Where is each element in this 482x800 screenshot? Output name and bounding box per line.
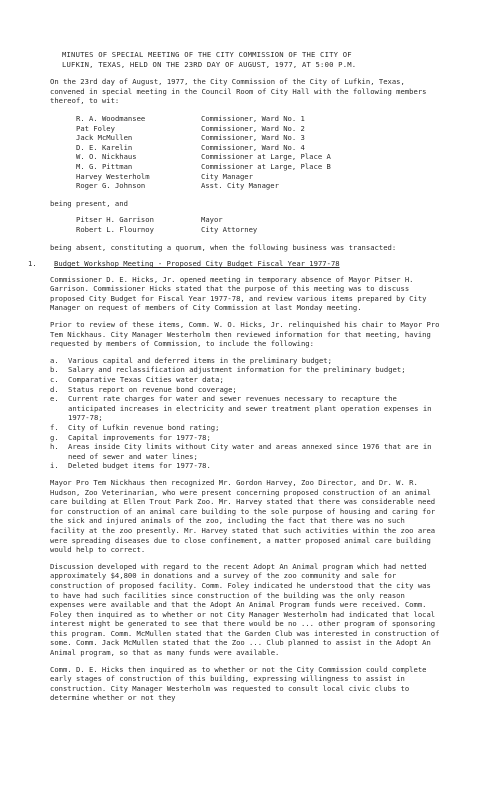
item-letter: e.	[50, 394, 59, 404]
member-name: Pat Foley	[76, 123, 115, 133]
list-item	[50, 365, 442, 375]
member-title: Mayor	[201, 215, 223, 225]
item-letter: c.	[50, 375, 59, 385]
item-text: Capital improvements for 1977-78;	[68, 432, 211, 442]
member-name: Harvey Westerholm	[76, 171, 150, 181]
member-row	[76, 124, 331, 134]
item-letter: a.	[50, 355, 59, 365]
body-paragraph-2: Prior to review of these items, Comm. W. O. Hicks, Jr. relinquished his chair to Mayor Pro Tem Nickhaus. City Manager Westerholm then reviewed information for that meeting, having requested by members of Commission, to include the following:	[50, 320, 440, 349]
member-name: M. G. Pittman	[76, 161, 133, 171]
member-name: Jack McMullen	[76, 133, 133, 143]
item-text: Current rate charges for water and sewer revenues necessary to recapture the anticipated increases in electricity and sewer treatment plant operation expenses in 1977-78;	[68, 394, 432, 423]
member-name: Robert L. Flournoy	[76, 224, 154, 234]
item-letter: i.	[50, 461, 59, 471]
item-letter: h.	[50, 442, 59, 452]
review-items-list	[50, 356, 442, 471]
member-name: R. A. Woodmansee	[76, 113, 146, 123]
title-line-1: MINUTES OF SPECIAL MEETING OF THE CITY COMMISSION OF THE CITY OF	[62, 50, 352, 59]
item-letter: f.	[50, 423, 59, 432]
item-letter: g.	[50, 432, 59, 442]
item-text: City of Lufkin revenue bond rating;	[68, 423, 220, 432]
member-row	[76, 143, 331, 153]
present-members-table	[76, 114, 331, 191]
item-text: Deleted budget items for 1977-78.	[68, 461, 211, 471]
member-title: Commissioner at Large, Place A	[201, 152, 331, 162]
section-title: Budget Workshop Meeting - Proposed City Budget Fiscal Year 1977-78	[54, 259, 340, 269]
body-paragraph-1: Commissioner D. E. Hicks, Jr. opened meeting in temporary absence of Mayor Pitser H. Garrison. Commissioner Hicks stated that the purpose of this meeting was to discuss proposed City Budget for Fiscal Year 1977-78, and review various items prepared by City Manager on request of members of City Commission at last Monday meeting.	[50, 274, 427, 313]
absent-members-table	[76, 215, 257, 234]
section-heading	[28, 259, 442, 269]
item-text: Areas inside City limits without City water and areas annexed since 1976 that are in need of sewer and water lines;	[68, 442, 432, 461]
member-name: D. E. Karelin	[76, 142, 133, 152]
item-text: Various capital and deferred items in the preliminary budget;	[68, 355, 332, 365]
body-paragraph-3: Mayor Pro Tem Nickhaus then recognized Mr. Gordon Harvey, Zoo Director, and Dr. W. R. Hudson, Zoo Veterinarian, who were present concerning proposed construction of an animal care building at Ellen Trout Park Zoo. Mr. Harvey stated that there was considerable need for construction of an animal care building to the sole purpose of housing and caring for the sick and injured animals of the zoo, including the fact that there was no such facility at the zoo presently. Mr. Harvey stated that such activities within the zoo area were spreading diseases due to close confinement, a matter proposed animal care building would help to correct.	[50, 477, 436, 555]
list-item	[50, 394, 442, 423]
item-text: Status report on revenue bond coverage;	[68, 384, 237, 394]
member-title: Asst. City Manager	[201, 181, 279, 191]
member-row	[76, 114, 331, 124]
list-item	[50, 356, 442, 366]
list-item	[50, 433, 442, 443]
quorum-statement: being absent, constituting a quorum, when the following business was transacted:	[50, 242, 397, 252]
title-line-2: LUFKIN, TEXAS, HELD ON THE 23RD DAY OF AUGUST, 1977, AT 5:00 P.M.	[62, 59, 357, 69]
item-letter: d.	[50, 384, 59, 394]
list-item	[50, 461, 442, 471]
present-label: being present, and	[50, 198, 128, 208]
member-name: W. O. Nickhaus	[76, 152, 137, 162]
body-paragraph-4: Discussion developed with regard to the recent Adopt An Animal program which had netted approximately $4,800 in donations and a survey of the zoo community and sale for construction of proposed facility. Comm. Foley indicated he understood that the city was to have had such facilities since construction of the building was the only reason expenses were available and that the Adopt An Animal Program funds were received. Comm. Foley then inquired as to whether or not City Manager Westerholm had indicated that local interest might be generated to see that there would be no ... other program of sponsoring this program. Comm. McMullen stated that the Garden Club was interested in construction of some. Comm. Jack McMullen stated that the Zoo ... Club planned to assist in the Adopt An Animal program, so that as many funds were available.	[50, 561, 440, 658]
item-text: Comparative Texas Cities water data;	[68, 375, 224, 385]
section-number: 1.	[28, 259, 37, 269]
item-letter: b.	[50, 365, 59, 375]
member-title: Commissioner at Large, Place B	[201, 161, 331, 171]
member-row	[76, 172, 331, 182]
list-item	[50, 442, 442, 461]
member-title: City Attorney	[201, 224, 258, 234]
member-row	[76, 152, 331, 162]
member-name: Pitser H. Garrison	[76, 215, 154, 225]
intro-paragraph: On the 23rd day of August, 1977, the City Commission of the City of Lufkin, Texas, convened in special meeting in the Council Room of City Hall with the following members thereof, to wit:	[50, 77, 427, 106]
list-item	[50, 423, 442, 433]
member-title: Commissioner, Ward No. 4	[201, 142, 305, 152]
member-row	[76, 215, 257, 225]
item-text: Salary and reclassification adjustment information for the preliminary budget;	[68, 365, 406, 375]
list-item	[50, 385, 442, 395]
body-paragraph-5: Comm. D. E. Hicks then inquired as to whether or not the City Commission could complete early stages of construction of this building, expressing willingness to assist in construction. City Manager Westerholm was requested to consult local civic clubs to determine whether or not they	[50, 664, 427, 703]
member-row	[76, 181, 331, 191]
member-title: Commissioner, Ward No. 1	[201, 113, 305, 123]
minutes-title	[62, 50, 442, 69]
member-title: Commissioner, Ward No. 2	[201, 123, 305, 133]
member-row	[76, 225, 257, 235]
member-row	[76, 162, 331, 172]
member-title: Commissioner, Ward No. 3	[201, 133, 305, 143]
member-name: Roger G. Johnson	[76, 181, 146, 191]
member-title: City Manager	[201, 171, 253, 181]
member-row	[76, 133, 331, 143]
list-item	[50, 375, 442, 385]
